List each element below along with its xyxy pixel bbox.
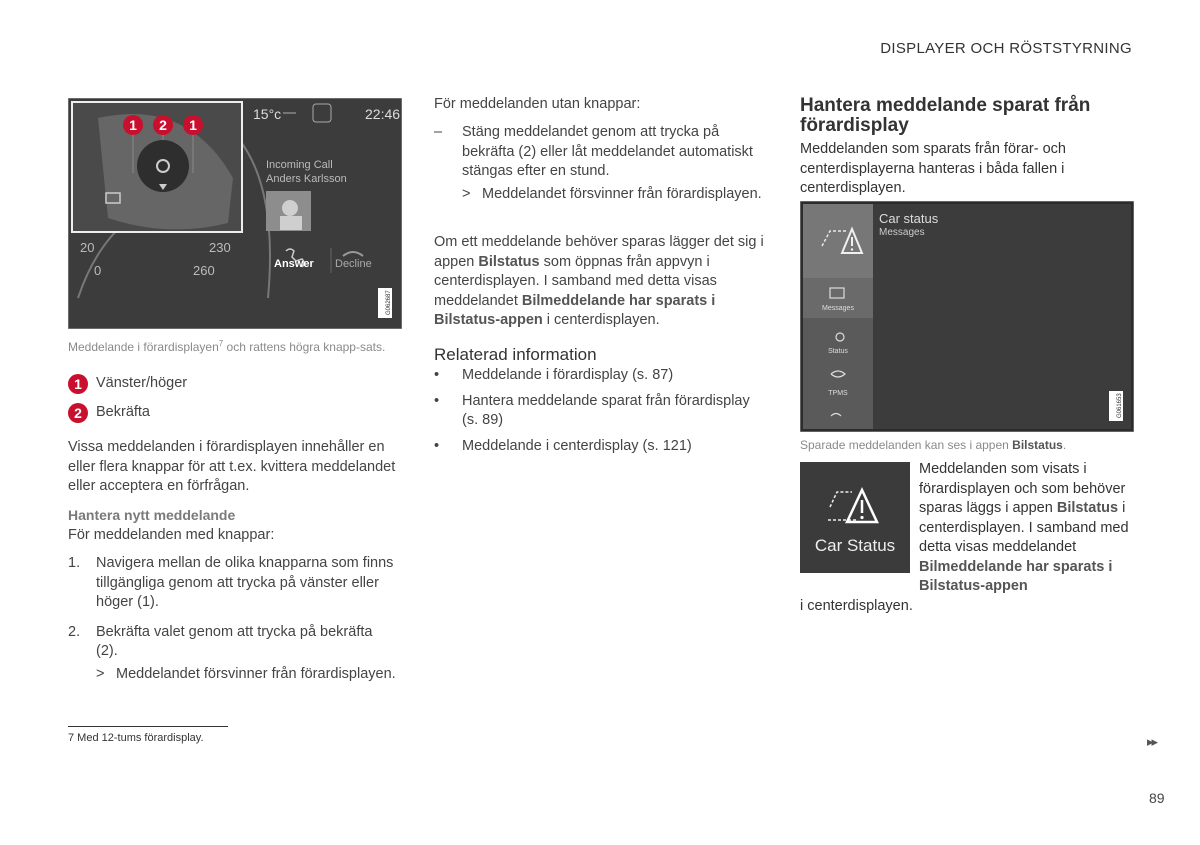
screen-subtitle: Messages <box>879 227 925 238</box>
save-paragraph: Om ett meddelande behöver sparas lägger det sig i appen Bilstatus som öppnas från appvyn i centerdisplayen. I samband med detta visas meddelandet Bilmeddelande har sparats i Bilstatus-appen i centerdisplayen. <box>434 234 764 328</box>
page-heading: Hantera meddelande sparat från förardisplay <box>800 95 1091 136</box>
decline-button[interactable]: Decline <box>335 258 372 270</box>
center-display-figure <box>800 201 1134 432</box>
legend-list <box>68 374 400 431</box>
section-heading-new-message: Hantera nytt meddelande <box>68 507 236 523</box>
dash-item: – Stäng meddelandet genom att trycka på bekräfta (2) eller låt meddelandet automatiskt stängas efter en stund. > Meddelandet försvinner från förardisplayen. <box>434 123 768 204</box>
driver-display-figure <box>68 98 402 329</box>
callout-badge-right: 1 <box>183 115 203 135</box>
related-link[interactable]: • Hantera meddelande sparat från förardisplay (s. 89) <box>434 392 750 428</box>
screen-title: Car status <box>879 211 939 226</box>
gauge-tick-260: 260 <box>193 263 215 278</box>
step-result: > Meddelandet försvinner från förardisplayen. <box>96 665 396 682</box>
legend-item: 1 Vänster/höger <box>68 374 400 394</box>
figure2-caption: Sparade meddelanden kan ses i appen Bilstatus. <box>800 438 1067 452</box>
related-link[interactable]: • Meddelande i förardisplay (s. 87) <box>434 367 674 383</box>
nav-item-tpms[interactable]: TPMS <box>828 390 848 397</box>
footnote-rule <box>68 726 228 727</box>
dash-result: > Meddelandet försvinner från förardisplayen. <box>462 185 762 202</box>
legend-badge: 1 <box>68 374 88 394</box>
continue-arrows: ▸▸ <box>1147 734 1157 749</box>
nav-item-messages[interactable]: Messages <box>822 305 854 312</box>
answer-button[interactable]: Answer <box>274 258 314 270</box>
saved-message-tail: i centerdisplayen. <box>800 598 913 614</box>
car-status-app-icon <box>800 462 910 573</box>
callout-badge-left: 1 <box>123 115 143 135</box>
caller-name: Anders Karlsson <box>266 173 347 185</box>
legend-item: 2 Bekräfta <box>68 403 400 423</box>
footnote-ref: 7 <box>218 339 224 348</box>
time-readout: 22:46 <box>365 106 401 122</box>
buttons-lead: För meddelanden med knappar: <box>68 527 275 543</box>
section-title: DISPLAYER OCH RÖSTSTYRNING <box>880 40 1132 57</box>
col3-intro: Meddelanden som sparats från förar- och centerdisplayerna hanteras i båda fallen i centerdisplayen. <box>800 141 1066 196</box>
temperature-readout: 15°c <box>253 106 282 122</box>
page-number: 89 <box>1149 790 1165 806</box>
callout-badge-confirm: 2 <box>153 115 173 135</box>
intro-paragraph: Vissa meddelanden i förardisplayen innehåller en eller flera knappar för att t.ex. kvittera meddelandet eller acceptera en förfrågan. <box>68 439 396 494</box>
figure-caption: Meddelande i förardisplayen$^7$ och rattens högra knapp-sats. <box>68 339 386 354</box>
related-list <box>434 366 768 462</box>
related-link[interactable]: • Meddelande i centerdisplay (s. 121) <box>434 437 692 454</box>
image-code: G061653 <box>1117 393 1123 418</box>
related-heading: Relaterad information <box>434 345 597 364</box>
no-buttons-lead: För meddelanden utan knappar: <box>434 96 641 112</box>
saved-message-paragraph: Meddelanden som visats i förardisplayen och som behöver sparas läggs i appen Bilstatus i centerdisplayen. I samband med detta visas meddelandet Bilmeddelande har sparats i Bilstatus-appen <box>919 461 1129 594</box>
image-code: G062687 <box>386 290 392 315</box>
incoming-call-label: Incoming Call <box>266 159 333 171</box>
steps-list <box>68 554 398 684</box>
nav-item-status[interactable]: Status <box>828 348 848 355</box>
gauge-tick-0: 0 <box>94 263 102 278</box>
car-status-label: Car Status <box>814 536 896 555</box>
car-warning-icon <box>800 462 910 542</box>
gauge-tick-20: 20 <box>80 240 95 255</box>
footnote: 7 Med 12-tums förardisplay. <box>68 732 204 744</box>
step-item: 1. Navigera mellan de olika knapparna som finns tillgängliga genom att trycka på vänster eller höger (1). <box>68 555 394 610</box>
gauge-tick-230: 230 <box>209 240 231 255</box>
step-item: 2. Bekräfta valet genom att trycka på bekräfta (2). > Meddelandet försvinner från förardisplayen. <box>68 623 398 685</box>
legend-badge: 2 <box>68 403 88 423</box>
